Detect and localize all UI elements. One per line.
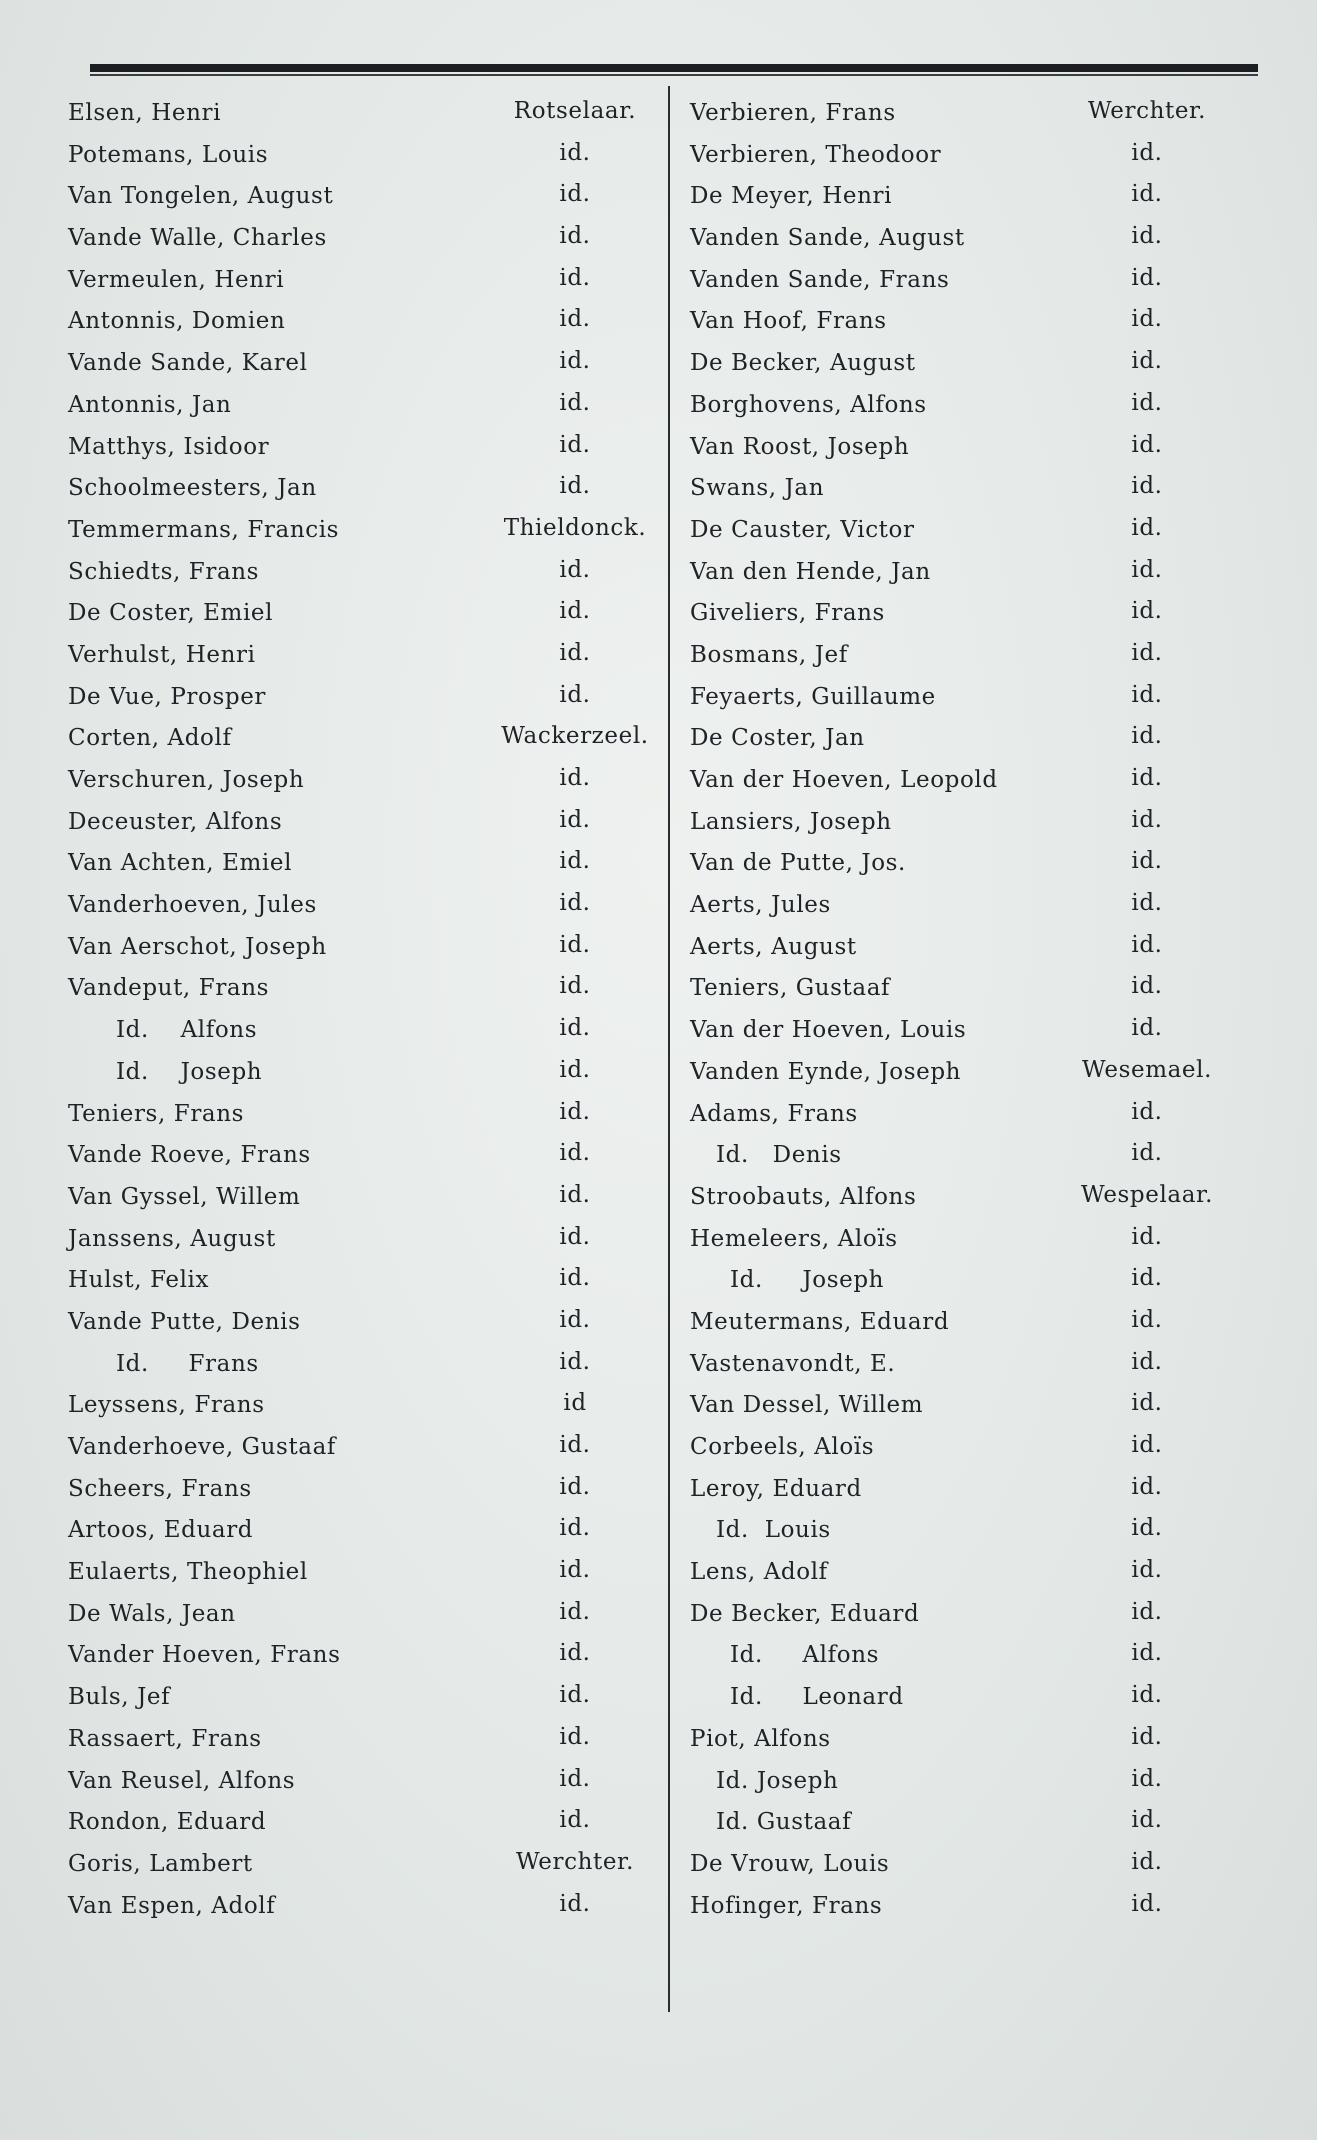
place-name: id. (1131, 973, 1163, 1000)
place-name: id. (559, 931, 591, 958)
place-name: id. (559, 1682, 591, 1709)
list-item (684, 1347, 1232, 1389)
place-name: id (563, 1390, 587, 1417)
place-name: id. (559, 890, 591, 917)
place-name: id. (1131, 639, 1163, 666)
column-divider (668, 86, 670, 2012)
person-name: Id. Leonard (730, 1684, 904, 1711)
place-name: id. (1131, 223, 1163, 250)
place-name: Wespelaar. (1080, 1181, 1214, 1208)
place-name: id. (1131, 723, 1163, 750)
list-item (60, 1180, 655, 1222)
place-name: id. (1131, 1640, 1163, 1667)
place-name: id. (1131, 890, 1163, 917)
list-item (684, 805, 1232, 847)
person-name: Id. Joseph (116, 1058, 263, 1085)
list-item (60, 1847, 655, 1889)
list-item (60, 346, 655, 388)
place-name: id. (1131, 1682, 1163, 1709)
place-name: id. (559, 1473, 591, 1500)
list-item (684, 846, 1232, 888)
list-item (60, 1430, 655, 1472)
person-name: De Vrouw, Louis (690, 1850, 890, 1877)
person-name: Id. Denis (716, 1142, 842, 1169)
list-item (684, 1263, 1232, 1305)
list-item (684, 304, 1232, 346)
place-name: id. (1131, 1848, 1163, 1875)
place-name: id. (1131, 1890, 1163, 1917)
person-name: De Coster, Jan (690, 725, 865, 752)
person-name: Feyaerts, Guillaume (690, 683, 936, 710)
person-name: Hulst, Felix (68, 1267, 210, 1294)
person-name: Vande Sande, Karel (68, 350, 308, 377)
place-name: id. (559, 348, 591, 375)
place-name: Thieldonck. (503, 514, 647, 541)
list-item (60, 1555, 655, 1597)
person-name: Deceuster, Alfons (68, 808, 283, 835)
place-name: id. (559, 1306, 591, 1333)
place-name: id. (1131, 1473, 1163, 1500)
place-name: Werchter. (515, 1848, 635, 1875)
list-item (60, 388, 655, 430)
place-name: id. (559, 1015, 591, 1042)
person-name: Van Reusel, Alfons (68, 1767, 296, 1794)
person-name: Id. Gustaaf (716, 1809, 852, 1836)
list-item (684, 1847, 1232, 1889)
place-name: id. (559, 1056, 591, 1083)
place-name: id. (559, 806, 591, 833)
place-name: id. (1131, 681, 1163, 708)
list-item (60, 1680, 655, 1722)
list-item (684, 971, 1232, 1013)
list-item (60, 805, 655, 847)
place-name: id. (1131, 556, 1163, 583)
place-name: id. (1131, 514, 1163, 541)
place-name: id. (559, 223, 591, 250)
person-name: Id. Joseph (730, 1267, 885, 1294)
person-name: Verbieren, Frans (690, 100, 896, 126)
place-name: id. (559, 1890, 591, 1917)
place-name: id. (559, 1765, 591, 1792)
person-name: Antonnis, Domien (68, 308, 286, 335)
person-name: Hofinger, Frans (690, 1892, 883, 1919)
person-name: Teniers, Gustaaf (690, 975, 891, 1002)
person-name: Schoolmeesters, Jan (68, 475, 317, 502)
list-item (684, 1055, 1232, 1097)
top-rule (90, 64, 1258, 72)
place-name: id. (1131, 348, 1163, 375)
place-name: Wesemael. (1082, 1056, 1212, 1083)
person-name: Vanderhoeven, Jules (68, 892, 317, 919)
place-name: id. (559, 389, 591, 416)
person-name: Van Achten, Emiel (68, 850, 293, 877)
person-name: Teniers, Frans (68, 1100, 245, 1127)
list-item (60, 680, 655, 722)
place-name: id. (559, 139, 591, 166)
list-item (60, 1222, 655, 1264)
top-rule-thin (90, 74, 1258, 76)
place-name: id. (1131, 1140, 1163, 1167)
list-item (684, 1638, 1232, 1680)
person-name: Meutermans, Eduard (690, 1308, 950, 1335)
list-item (60, 555, 655, 597)
person-name: Stroobauts, Alfons (690, 1183, 917, 1210)
person-name: De Vue, Prosper (68, 683, 266, 710)
list-item (60, 1638, 655, 1680)
person-name: Van Espen, Adolf (68, 1892, 276, 1919)
person-name: Vastenavondt, E. (690, 1350, 896, 1377)
list-item (684, 1722, 1232, 1764)
list-item (684, 1430, 1232, 1472)
list-item (60, 1472, 655, 1514)
list-item (684, 1097, 1232, 1139)
place-name: id. (559, 598, 591, 625)
person-name: Verschuren, Joseph (68, 767, 305, 793)
person-name: Temmermans, Francis (68, 516, 340, 543)
list-item (60, 763, 655, 805)
list-item (684, 555, 1232, 597)
person-name: Leyssens, Frans (68, 1392, 265, 1419)
person-name: De Meyer, Henri (690, 183, 893, 210)
place-name: id. (559, 1557, 591, 1584)
list-item (684, 221, 1232, 263)
person-name: Vermeulen, Henri (68, 266, 285, 293)
person-name: Goris, Lambert (68, 1850, 253, 1877)
list-item (60, 930, 655, 972)
person-name: Id. Frans (116, 1350, 259, 1377)
list-item (684, 1680, 1232, 1722)
place-name: id. (1131, 1265, 1163, 1292)
person-name: Rondon, Eduard (68, 1809, 267, 1836)
list-item (684, 471, 1232, 513)
person-name: Id. Alfons (116, 1017, 258, 1044)
list-item (684, 1513, 1232, 1555)
place-name: id. (559, 1348, 591, 1375)
place-name: id. (559, 1140, 591, 1167)
list-item (684, 638, 1232, 680)
person-name: Vander Hoeven, Frans (68, 1642, 341, 1669)
place-name: Wackerzeel. (501, 723, 649, 750)
person-name: Vandeput, Frans (68, 975, 270, 1002)
list-item (60, 1263, 655, 1305)
place-name: id. (559, 264, 591, 291)
person-name: Piot, Alfons (690, 1725, 831, 1752)
place-name: id. (559, 1723, 591, 1750)
person-name: Id. Alfons (730, 1642, 880, 1669)
list-item (60, 179, 655, 221)
place-name: id. (1131, 848, 1163, 875)
list-item (60, 638, 655, 680)
person-name: Antonnis, Jan (68, 391, 232, 418)
list-item (60, 304, 655, 346)
person-name: Corten, Adolf (68, 725, 232, 752)
person-name: Aerts, Jules (690, 892, 831, 919)
person-name: Van der Hoeven, Leopold (690, 767, 998, 793)
place-name: id. (559, 1181, 591, 1208)
person-name: Vanderhoeve, Gustaaf (68, 1434, 337, 1460)
list-item (684, 179, 1232, 221)
person-name: Lens, Adolf (690, 1559, 828, 1586)
person-name: Swans, Jan (690, 475, 825, 502)
list-item (60, 971, 655, 1013)
person-name: Van der Hoeven, Louis (690, 1017, 967, 1044)
place-name: id. (559, 431, 591, 458)
person-name: Bosmans, Jef (690, 641, 848, 668)
list-item (684, 1013, 1232, 1055)
list-item (684, 1180, 1232, 1222)
place-name: id. (1131, 806, 1163, 833)
list-item (60, 888, 655, 930)
place-name: id. (559, 1265, 591, 1292)
place-name: id. (559, 1598, 591, 1625)
person-name: Van Hoof, Frans (690, 308, 887, 335)
list-item (60, 596, 655, 638)
list-item (684, 1764, 1232, 1806)
person-name: Id. Louis (716, 1517, 831, 1544)
place-name: id. (559, 181, 591, 208)
person-name: Verbieren, Theodoor (690, 141, 942, 168)
place-name: id. (559, 1098, 591, 1125)
place-name: id. (1131, 1807, 1163, 1834)
place-name: id. (559, 1223, 591, 1250)
place-name: id. (1131, 473, 1163, 500)
list-item (684, 1889, 1232, 1931)
list-item (684, 721, 1232, 763)
person-name: De Wals, Jean (68, 1600, 236, 1627)
person-name: Vande Putte, Denis (68, 1308, 301, 1335)
list-item (60, 1597, 655, 1639)
person-name: Aerts, August (690, 933, 857, 960)
person-name: Van de Putte, Jos. (690, 850, 906, 877)
person-name: Artoos, Eduard (68, 1517, 254, 1544)
place-name: id. (1131, 1515, 1163, 1542)
list-item (60, 1513, 655, 1555)
person-name: Id. Joseph (716, 1767, 839, 1794)
place-name: id. (559, 1807, 591, 1834)
place-name: id. (1131, 598, 1163, 625)
person-name: Van Dessel, Willem (690, 1392, 924, 1419)
place-name: id. (1131, 1098, 1163, 1125)
list-item (684, 1555, 1232, 1597)
left-column (60, 96, 655, 1930)
person-name: Scheers, Frans (68, 1475, 252, 1502)
person-name: Corbeels, Aloïs (690, 1434, 875, 1460)
person-name: Matthys, Isidoor (68, 433, 270, 460)
person-name: Giveliers, Frans (690, 600, 885, 627)
list-item (684, 1222, 1232, 1264)
list-item (684, 1597, 1232, 1639)
list-item (684, 1305, 1232, 1347)
person-name: De Causter, Victor (690, 516, 915, 543)
list-item (684, 888, 1232, 930)
list-item (684, 1138, 1232, 1180)
place-name: id. (1131, 1765, 1163, 1792)
place-name: id. (559, 1640, 591, 1667)
list-item (60, 1388, 655, 1430)
list-item (60, 1764, 655, 1806)
person-name: Rassaert, Frans (68, 1725, 262, 1752)
place-name: id. (559, 765, 591, 791)
person-name: Eulaerts, Theophiel (68, 1559, 308, 1586)
person-name: Borghovens, Alfons (690, 391, 927, 418)
list-item (684, 680, 1232, 722)
person-name: Elsen, Henri (68, 100, 222, 126)
list-item (684, 1805, 1232, 1847)
list-item (60, 96, 655, 138)
list-item (60, 1889, 655, 1931)
person-name: Verhulst, Henri (68, 641, 256, 668)
list-item (60, 221, 655, 263)
person-name: Vande Roeve, Frans (68, 1142, 311, 1169)
list-item (60, 846, 655, 888)
list-item (60, 1305, 655, 1347)
person-name: Lansiers, Joseph (690, 808, 892, 835)
place-name: id. (1131, 931, 1163, 958)
place-name: id. (559, 1432, 591, 1458)
place-name: id. (1131, 1223, 1163, 1250)
person-name: Buls, Jef (68, 1684, 171, 1711)
list-item (684, 596, 1232, 638)
person-name: Janssens, August (68, 1225, 276, 1252)
place-name: id. (559, 306, 591, 333)
person-name: Adams, Frans (690, 1100, 858, 1127)
place-name: id. (1131, 139, 1163, 166)
place-name: id. (1131, 1723, 1163, 1750)
place-name: id. (1131, 1015, 1163, 1042)
place-name: id. (559, 848, 591, 875)
place-name: Werchter. (1087, 98, 1207, 124)
person-name: Van Aerschot, Joseph (68, 933, 327, 960)
place-name: Rotselaar. (513, 98, 637, 124)
list-item (684, 763, 1232, 805)
list-item (60, 1013, 655, 1055)
person-name: De Coster, Emiel (68, 600, 274, 627)
place-name: id. (1131, 1598, 1163, 1625)
place-name: id. (559, 681, 591, 708)
list-item (684, 930, 1232, 972)
list-item (60, 1347, 655, 1389)
person-name: Vanden Sande, August (690, 225, 965, 252)
list-item (60, 1138, 655, 1180)
place-name: id. (559, 1515, 591, 1542)
place-name: id. (559, 973, 591, 1000)
list-item (60, 721, 655, 763)
place-name: id. (1131, 264, 1163, 291)
list-item (60, 513, 655, 555)
list-item (684, 513, 1232, 555)
person-name: Schiedts, Frans (68, 558, 260, 585)
place-name: id. (559, 473, 591, 500)
person-name: Leroy, Eduard (690, 1475, 862, 1502)
person-name: Van den Hende, Jan (690, 558, 931, 585)
list-item (684, 138, 1232, 180)
list-item (60, 1097, 655, 1139)
list-item (60, 1805, 655, 1847)
list-item (60, 1722, 655, 1764)
list-item (684, 388, 1232, 430)
person-name: De Becker, Eduard (690, 1600, 920, 1627)
place-name: id. (1131, 1557, 1163, 1584)
place-name: id. (1131, 389, 1163, 416)
list-item (684, 96, 1232, 138)
person-name: Van Roost, Joseph (690, 433, 910, 460)
person-name: Van Tongelen, August (68, 183, 334, 210)
list-item (684, 430, 1232, 472)
person-name: Van Gyssel, Willem (68, 1183, 301, 1210)
place-name: id. (1131, 1348, 1163, 1375)
person-name: De Becker, August (690, 350, 916, 377)
list-item (60, 430, 655, 472)
place-name: id. (1131, 765, 1163, 791)
place-name: id. (1131, 306, 1163, 333)
place-name: id. (1131, 1390, 1163, 1417)
list-item (684, 1472, 1232, 1514)
list-item (684, 263, 1232, 305)
person-name: Vande Walle, Charles (68, 225, 327, 252)
person-name: Potemans, Louis (68, 141, 269, 168)
place-name: id. (1131, 1306, 1163, 1333)
place-name: id. (1131, 431, 1163, 458)
list-item (60, 138, 655, 180)
place-name: id. (559, 556, 591, 583)
place-name: id. (559, 639, 591, 666)
right-column (684, 96, 1232, 1930)
place-name: id. (1131, 181, 1163, 208)
list-item (60, 263, 655, 305)
person-name: Vanden Sande, Frans (690, 266, 950, 293)
list-item (684, 346, 1232, 388)
person-name: Hemeleers, Aloïs (690, 1225, 898, 1252)
list-item (60, 471, 655, 513)
list-item (684, 1388, 1232, 1430)
person-name: Vanden Eynde, Joseph (690, 1058, 962, 1085)
list-item (60, 1055, 655, 1097)
place-name: id. (1131, 1432, 1163, 1458)
